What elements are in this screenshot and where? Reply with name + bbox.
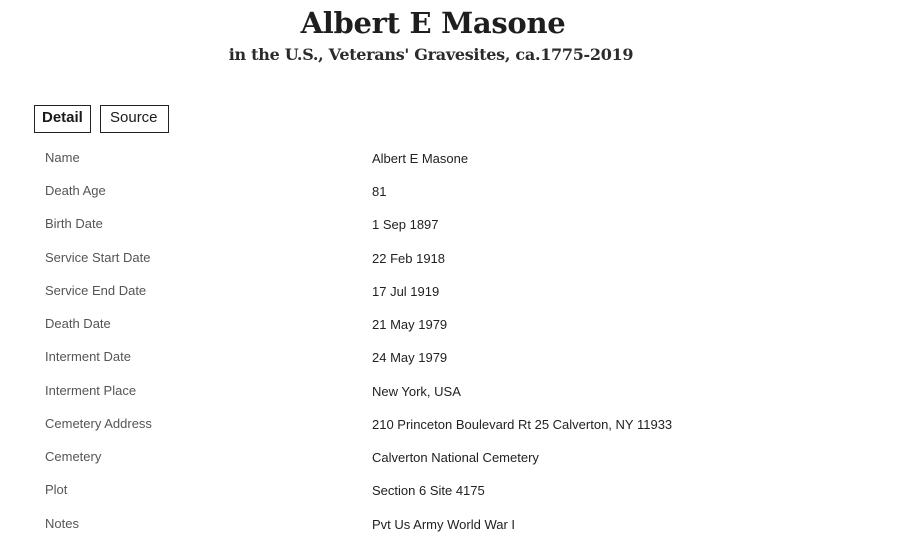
tab-detail[interactable]: Detail <box>34 105 91 133</box>
detail-value: 1 Sep 1897 <box>372 217 439 232</box>
detail-label: Birth Date <box>45 216 103 231</box>
detail-row-plot <box>0 474 911 507</box>
detail-value: Calverton National Cemetery <box>372 450 539 465</box>
detail-row-service-start-date <box>0 242 911 275</box>
page-title: Albert E Masone <box>300 6 566 40</box>
detail-row-cemetery <box>0 441 911 474</box>
detail-label: Name <box>45 150 80 165</box>
detail-label: Plot <box>45 482 68 497</box>
detail-label: Cemetery <box>45 449 102 464</box>
detail-label: Interment Place <box>45 383 137 398</box>
detail-row-cemetery-address <box>0 408 911 441</box>
detail-row-service-end-date <box>0 275 911 308</box>
detail-label: Death Age <box>45 183 106 198</box>
detail-row-birth-date <box>0 208 911 241</box>
detail-value: New York, USA <box>372 384 461 399</box>
detail-label: Service Start Date <box>45 250 151 265</box>
detail-label: Interment Date <box>45 349 131 364</box>
detail-value: 17 Jul 1919 <box>372 284 440 299</box>
detail-value: Pvt Us Army World War I <box>372 517 516 532</box>
detail-label: Service End Date <box>45 283 147 298</box>
record-tabs <box>34 105 169 133</box>
tab-source[interactable]: Source <box>100 105 169 133</box>
detail-value: 21 May 1979 <box>372 317 448 332</box>
detail-label: Notes <box>45 516 79 531</box>
detail-row-name <box>0 142 911 175</box>
detail-row-death-date <box>0 308 911 341</box>
detail-row-notes <box>0 508 911 541</box>
collection-subtitle: in the U.S., Veterans' Gravesites, ca.1775-2019 <box>228 45 634 64</box>
detail-value: Section 6 Site 4175 <box>372 483 485 498</box>
detail-label: Cemetery Address <box>45 416 152 431</box>
detail-row-interment-place <box>0 375 911 408</box>
detail-row-death-age <box>0 175 911 208</box>
detail-row-interment-date <box>0 341 911 374</box>
detail-value: 81 <box>372 184 387 199</box>
detail-label: Death Date <box>45 316 111 331</box>
detail-value: 22 Feb 1918 <box>372 251 446 266</box>
detail-value: 210 Princeton Boulevard Rt 25 Calverton, NY 11933 <box>372 417 673 432</box>
detail-value: 24 May 1979 <box>372 350 448 365</box>
detail-value: Albert E Masone <box>372 151 469 166</box>
